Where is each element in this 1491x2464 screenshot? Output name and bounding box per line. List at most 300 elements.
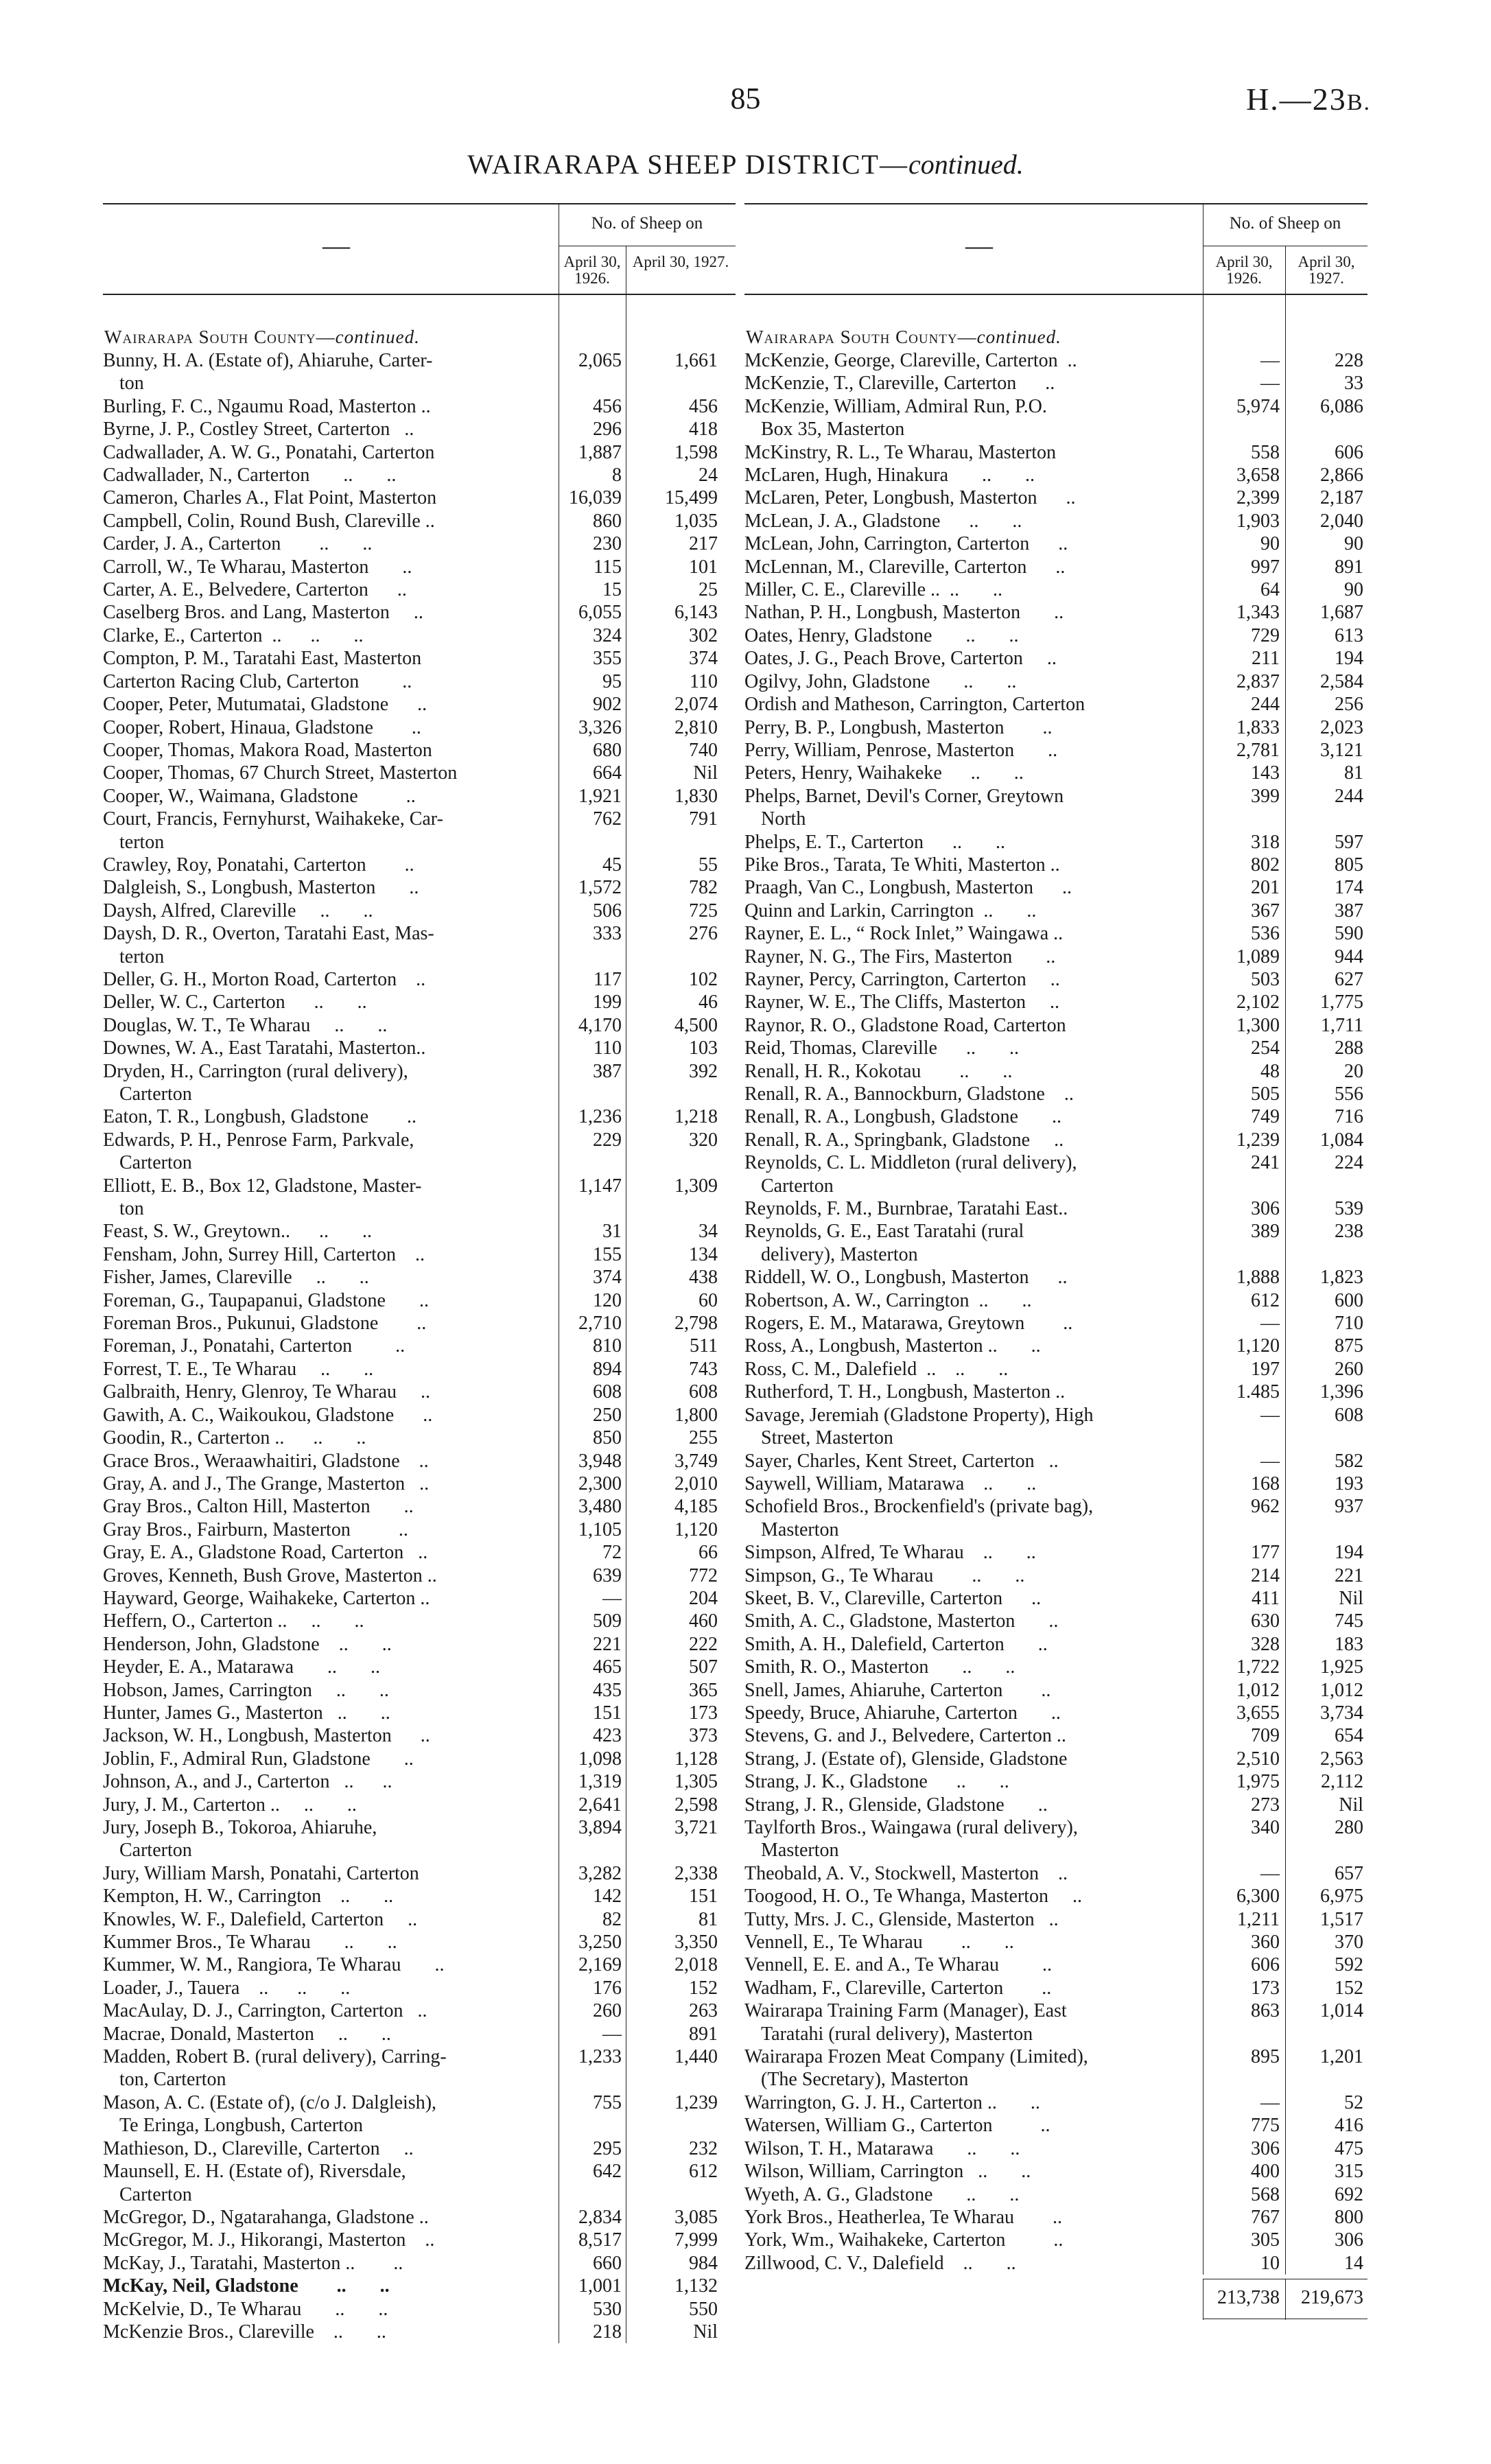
sheep-1926: 10	[1260, 2252, 1280, 2274]
table-row	[744, 1908, 1367, 1931]
sheep-1926: 1,921	[578, 785, 622, 807]
table-row	[744, 2206, 1367, 2229]
owner-name-text: McLaren, Peter, Longbush, Masterton ..	[744, 487, 1076, 509]
sheep-1926: 211	[1252, 648, 1280, 670]
owner-name	[744, 1243, 1210, 1266]
table-row	[744, 1335, 1367, 1357]
sheep-1926: 1,012	[1236, 1679, 1280, 1701]
sheep-1927: 937	[1335, 1496, 1363, 1518]
table-row	[103, 1679, 736, 1702]
sheep-1927: 4,185	[674, 1496, 718, 1518]
table-row	[103, 1151, 736, 1174]
sheep-1927: 800	[1335, 2206, 1363, 2228]
owner-name-text: Burling, F. C., Ngaumu Road, Masterton ..	[103, 395, 431, 417]
sheep-1926: 328	[1251, 1633, 1280, 1655]
sheep-1927: 260	[1335, 1358, 1363, 1380]
sheep-1927: 1,517	[1320, 1908, 1363, 1930]
header-col-1926: April 30, 1926.	[1215, 253, 1273, 287]
table-row	[744, 716, 1367, 739]
sheep-1927: 315	[1335, 2161, 1363, 2183]
owner-name-text: Strang, J. (Estate of), Glenside, Gladstone	[744, 1748, 1068, 1770]
sheep-1926: 660	[593, 2252, 622, 2274]
sheep-1926: 400	[1251, 2161, 1280, 2183]
header-divider	[1285, 246, 1286, 294]
owner-name-text: Caselberg Bros. and Lang, Masterton ..	[103, 602, 423, 624]
owner-name	[103, 1151, 571, 1174]
county-heading	[103, 327, 736, 349]
sheep-1926: 902	[593, 694, 622, 716]
owner-name	[103, 739, 554, 762]
sheep-1926: 509	[593, 1610, 622, 1632]
sheep-1926: 273	[1251, 1794, 1280, 1816]
owner-name	[103, 831, 571, 854]
sheep-1926: 2,169	[578, 1954, 622, 1976]
owner-name-text: Foreman, J., Ponatahi, Carterton ..	[103, 1335, 406, 1357]
owner-name	[744, 1702, 1193, 1724]
sheep-1927: 14	[1344, 2252, 1363, 2274]
total-row	[744, 2279, 1367, 2320]
owner-name	[744, 1564, 1193, 1587]
sheep-1927: 370	[1335, 1932, 1363, 1953]
sheep-1926: 48	[1260, 1060, 1280, 1082]
sheep-1927: 103	[689, 1037, 718, 1059]
owner-name	[744, 2206, 1193, 2229]
sheep-1927: 152	[1335, 1977, 1363, 1999]
sheep-1927: 1,012	[1320, 1679, 1363, 1701]
table-row	[744, 876, 1367, 899]
sheep-1927: 597	[1335, 831, 1363, 853]
owner-name	[103, 808, 554, 830]
owner-name-text: MacAulay, D. J., Carrington, Carterton ..	[103, 2000, 427, 2022]
sheep-1926: 1,887	[578, 441, 622, 463]
sheep-1926: 333	[593, 923, 622, 945]
header-col-1927: April 30, 1927.	[632, 253, 729, 270]
owner-name	[103, 1037, 554, 1059]
total-1926: 213,738	[1217, 2287, 1280, 2309]
owner-name-text: Reynolds, C. L. Middleton (rural delivery),	[744, 1152, 1077, 1174]
owner-name	[744, 464, 1193, 486]
owner-name	[744, 418, 1210, 441]
sheep-1926: 1,343	[1236, 602, 1280, 624]
table-row	[744, 1220, 1367, 1243]
sheep-1926: 3,894	[578, 1817, 622, 1838]
sheep-1927: 102	[689, 968, 718, 990]
sheep-1926: 680	[593, 739, 622, 761]
owner-name-text: Speedy, Bruce, Ahiaruhe, Carterton ..	[744, 1702, 1061, 1724]
owner-name	[103, 1953, 554, 1976]
owner-name	[103, 578, 554, 601]
sheep-1926: 306	[1251, 2137, 1280, 2159]
owner-name	[744, 1518, 1210, 1541]
owner-name-text: ton, Carterton	[119, 2069, 226, 2091]
owner-name	[103, 2321, 554, 2343]
owner-name-text: Wyeth, A. G., Gladstone .. ..	[744, 2183, 1020, 2205]
owner-name-text: Bunny, H. A. (Estate of), Ahiaruhe, Carter-	[103, 350, 433, 371]
table-row	[744, 2229, 1367, 2251]
sheep-1927: 1,084	[1320, 1129, 1363, 1151]
owner-name	[744, 2252, 1193, 2275]
table-header	[744, 203, 1367, 295]
header-dash: —	[965, 230, 993, 261]
sheep-1927: 2,040	[1320, 510, 1363, 532]
sheep-1926: 1,300	[1236, 1014, 1280, 1036]
table-row	[103, 532, 736, 555]
table-row	[103, 1953, 736, 1976]
sheep-1926: 863	[1251, 2000, 1280, 2022]
sheep-1927: 460	[689, 1610, 718, 1632]
sheep-1926: 16,039	[569, 487, 622, 509]
sheep-1927: 151	[689, 1886, 718, 1908]
table-row	[103, 922, 736, 945]
table-row	[744, 1518, 1367, 1541]
sheep-1926: 387	[593, 1060, 622, 1082]
owner-name-text: Tutty, Mrs. J. C., Glenside, Masterton ..	[744, 1908, 1059, 1930]
sheep-1926: 143	[1251, 762, 1280, 784]
table-row	[744, 1037, 1367, 1059]
owner-name	[103, 2023, 554, 2045]
table-row	[744, 601, 1367, 624]
table-row	[103, 1862, 736, 1885]
owner-name-text: Hunter, James G., Masterton .. ..	[103, 1702, 390, 1724]
owner-name-text: Raynor, R. O., Gladstone Road, Carterton	[744, 1014, 1066, 1036]
owner-name-text: McLaren, Hugh, Hinakura .. ..	[744, 465, 1035, 486]
owner-name	[103, 486, 554, 509]
sheep-1926: 1,211	[1237, 1908, 1280, 1930]
owner-name-text: Rayner, Percy, Carrington, Carterton ..	[744, 968, 1060, 990]
owner-name	[103, 785, 554, 808]
owner-name	[744, 1839, 1210, 1862]
sheep-1926: 1,722	[1236, 1656, 1280, 1678]
sheep-1926: 2,510	[1236, 1748, 1280, 1770]
owner-name-text: Maunsell, E. H. (Estate of), Riversdale,	[103, 2161, 406, 2183]
table-row	[103, 2252, 736, 2275]
owner-name	[744, 808, 1210, 830]
sheep-1926: 142	[593, 1886, 622, 1908]
owner-name	[744, 1060, 1193, 1083]
owner-name-text: Te Eringa, Longbush, Carterton	[119, 2115, 363, 2137]
right-table	[744, 203, 1367, 2320]
table-row	[744, 418, 1367, 441]
sheep-1926: 536	[1251, 923, 1280, 945]
table-row	[103, 1656, 736, 1678]
sheep-1927: 1,925	[1320, 1656, 1363, 1678]
sheep-1927: 710	[1335, 1313, 1363, 1335]
column-rule	[1285, 2279, 1286, 2320]
table-row	[103, 876, 736, 899]
owner-name	[744, 1748, 1193, 1770]
sheep-1926: 2,065	[578, 350, 622, 371]
sheep-1926: 115	[594, 556, 622, 578]
table-row	[103, 1748, 736, 1770]
sheep-1926: 1,120	[1236, 1335, 1280, 1357]
owner-name-text: Rogers, E. M., Matarawa, Greytown ..	[744, 1313, 1073, 1335]
sheep-1926: 8,517	[578, 2229, 622, 2251]
owner-name	[744, 1999, 1193, 2022]
sheep-1926: 197	[1251, 1358, 1280, 1380]
table-row	[744, 624, 1367, 647]
owner-name-text: Gray Bros., Calton Hill, Masterton ..	[103, 1496, 414, 1518]
sheep-1926: 997	[1251, 556, 1280, 578]
owner-name-text: Kempton, H. W., Carrington .. ..	[103, 1886, 394, 1908]
table-row	[103, 1289, 736, 1312]
table-row	[744, 1450, 1367, 1472]
table-row	[103, 1885, 736, 1908]
owner-name	[744, 1885, 1193, 1908]
owner-name	[744, 900, 1193, 922]
owner-name	[744, 578, 1193, 601]
owner-name	[744, 1220, 1193, 1243]
owner-name-text: Savage, Jeremiah (Gladstone Property), High	[744, 1404, 1094, 1426]
table-row	[744, 2045, 1367, 2068]
sheep-1927: 1,396	[1320, 1381, 1363, 1403]
owner-name	[744, 510, 1193, 532]
owner-name	[103, 2091, 554, 2114]
sheep-1926: —	[1260, 350, 1280, 371]
sheep-1927: 2,187	[1320, 487, 1363, 509]
owner-name	[103, 2252, 554, 2275]
owner-name-text: Reid, Thomas, Clareville .. ..	[744, 1037, 1019, 1059]
table-body	[103, 295, 736, 2343]
document-reference: H.—23B.	[1246, 82, 1371, 117]
owner-name	[103, 647, 554, 670]
owner-name	[103, 1816, 554, 1839]
sheep-1926: 340	[1251, 1817, 1280, 1838]
sheep-1927: 1,014	[1320, 2000, 1363, 2022]
header-col-1926: April 30, 1926.	[563, 253, 621, 287]
owner-name	[744, 1335, 1193, 1357]
owner-name-text: Simpson, Alfred, Te Wharau .. ..	[744, 1542, 1036, 1564]
sheep-1927: 2,018	[674, 1954, 718, 1976]
sheep-1926: 2,710	[578, 1313, 622, 1335]
owner-name-text: Byrne, J. P., Costley Street, Carterton ..	[103, 419, 414, 441]
owner-name-text: McKenzie, George, Clareville, Carterton ..	[744, 350, 1077, 371]
owner-name	[103, 1450, 554, 1472]
owner-name	[103, 349, 554, 372]
table-row	[103, 624, 736, 647]
owner-name	[744, 1450, 1193, 1472]
sheep-1926: 177	[1251, 1542, 1280, 1564]
sheep-1927: 1,309	[674, 1175, 718, 1197]
sheep-1926: 31	[602, 1221, 622, 1243]
sheep-1927: 7,999	[674, 2229, 718, 2251]
table-row	[103, 1495, 736, 1518]
sheep-1926: 296	[593, 419, 622, 441]
sheep-1927: 2,338	[674, 1862, 718, 1884]
owner-name	[103, 395, 554, 418]
owner-name	[744, 1541, 1193, 1564]
owner-name-text: Eaton, T. R., Longbush, Gladstone ..	[103, 1106, 417, 1128]
sheep-1926: 318	[1251, 831, 1280, 853]
sheep-1926: 1,098	[578, 1748, 622, 1770]
owner-name	[103, 1748, 554, 1770]
sheep-1926: 176	[593, 1977, 622, 1999]
owner-name	[744, 922, 1193, 945]
sheep-1927: 193	[1335, 1472, 1363, 1494]
sheep-1927: 6,086	[1320, 395, 1363, 417]
county-continued: continued.	[335, 327, 420, 347]
table-row	[744, 1427, 1367, 1449]
sheep-1926: 456	[593, 395, 622, 417]
sheep-1927: 600	[1335, 1289, 1363, 1311]
owner-name	[744, 1404, 1193, 1427]
owner-name-text: terton	[119, 946, 165, 967]
owner-name	[103, 670, 554, 693]
owner-name	[103, 556, 554, 578]
owner-name	[744, 1610, 1193, 1632]
owner-name	[744, 1679, 1193, 1702]
table-row	[744, 900, 1367, 922]
owner-name	[103, 1243, 554, 1266]
sheep-1926: —	[1260, 1450, 1280, 1472]
table-row	[744, 1862, 1367, 1885]
owner-name	[744, 2183, 1193, 2206]
sheep-1926: 5,974	[1236, 395, 1280, 417]
sheep-1926: 729	[1251, 624, 1280, 646]
sheep-1926: 221	[593, 1633, 622, 1655]
owner-name	[103, 2206, 554, 2229]
owner-name-text: Galbraith, Henry, Glenroy, Te Wharau ..	[103, 1381, 430, 1403]
sheep-1927: 2,074	[674, 694, 718, 716]
owner-name-text: Kummer, W. M., Rangiora, Te Wharau ..	[103, 1954, 445, 1976]
table-row	[744, 1656, 1367, 1678]
owner-name-text: Gray, A. and J., The Grange, Masterton ..	[103, 1472, 430, 1494]
sheep-1927: 174	[1335, 877, 1363, 899]
table-row	[744, 441, 1367, 464]
sheep-1926: 110	[594, 1037, 622, 1059]
sheep-1927: 244	[1335, 785, 1363, 807]
table-row	[103, 2045, 736, 2068]
sheep-1926: 95	[602, 670, 622, 692]
county-name: Wairarapa South County—	[746, 327, 977, 347]
owner-name	[744, 1037, 1193, 1059]
table-row	[744, 1472, 1367, 1495]
table-row	[103, 1518, 736, 1541]
header-group-label: No. of Sheep on	[591, 214, 703, 233]
table-row	[744, 762, 1367, 784]
sheep-1927: 90	[1344, 533, 1363, 555]
owner-name-text: McKelvie, D., Te Wharau .. ..	[103, 2298, 388, 2320]
table-row	[744, 1541, 1367, 1564]
owner-name-text: Foreman Bros., Pukunui, Gladstone ..	[103, 1313, 427, 1335]
table-row	[744, 1885, 1367, 1908]
owner-name	[744, 693, 1193, 716]
sheep-1926: 1,572	[578, 877, 622, 899]
table-row	[103, 1977, 736, 1999]
owner-name-text: Wairarapa Frozen Meat Company (Limited),	[744, 2046, 1088, 2068]
owner-name-text: Riddell, W. O., Longbush, Masterton ..	[744, 1267, 1068, 1289]
owner-name-text: Miller, C. E., Clareville .. .. ..	[744, 579, 1003, 601]
owner-name	[103, 1197, 571, 1220]
sheep-1926: 229	[593, 1129, 622, 1151]
owner-name-text: McKenzie Bros., Clareville .. ..	[103, 2321, 386, 2343]
owner-name-text: Gray, E. A., Gladstone Road, Carterton ..	[103, 1542, 428, 1564]
owner-name	[103, 1679, 554, 1702]
owner-name-text: Oates, J. G., Peach Brove, Carterton ..	[744, 648, 1057, 670]
table-row	[103, 1999, 736, 2022]
sheep-1927: 224	[1335, 1152, 1363, 1174]
table-row	[744, 2068, 1367, 2091]
owner-name-text: Crawley, Roy, Ponatahi, Carterton ..	[103, 854, 414, 876]
owner-name	[744, 739, 1193, 762]
sheep-1927: 256	[1335, 694, 1363, 716]
owner-name-text: ton	[119, 1198, 144, 1220]
owner-name	[744, 1289, 1193, 1312]
owner-name-text: Pike Bros., Tarata, Te Whiti, Masterton ..	[744, 854, 1060, 876]
table-row	[744, 854, 1367, 876]
table-row	[744, 1197, 1367, 1220]
table-row	[744, 2091, 1367, 2114]
table-row	[744, 1289, 1367, 1312]
table-row	[744, 1839, 1367, 1862]
owner-name-text: Fisher, James, Clareville .. ..	[103, 1267, 369, 1289]
table-row	[103, 854, 736, 876]
owner-name-text: Snell, James, Ahiaruhe, Carterton ..	[744, 1679, 1051, 1701]
owner-name-text: McKenzie, T., Clareville, Carterton ..	[744, 373, 1055, 395]
owner-name-text: Ross, C. M., Dalefield .. .. ..	[744, 1358, 1009, 1380]
table-row	[103, 2091, 736, 2114]
table-row	[103, 693, 736, 716]
sheep-1927: 716	[1335, 1106, 1363, 1128]
owner-name-text: Rayner, N. G., The Firs, Masterton ..	[744, 946, 1056, 967]
table-row	[103, 2160, 736, 2183]
table-row	[744, 464, 1367, 486]
owner-name-text: Carterton	[119, 1152, 192, 1174]
sheep-1927: 984	[689, 2252, 718, 2274]
owner-name-text: Perry, William, Penrose, Masterton ..	[744, 739, 1058, 761]
sheep-1927: 550	[689, 2298, 718, 2320]
table-row	[103, 1794, 736, 1816]
owner-name-text: Cooper, Thomas, 67 Church Street, Masterton	[103, 762, 458, 784]
table-row	[744, 1083, 1367, 1105]
table-row	[744, 1129, 1367, 1151]
owner-name	[103, 1427, 554, 1449]
owner-name	[103, 1129, 554, 1151]
sheep-1926: 2,837	[1236, 670, 1280, 692]
table-body	[744, 295, 1367, 2275]
owner-name	[103, 372, 571, 395]
table-row	[744, 1702, 1367, 1724]
table-row	[744, 1243, 1367, 1266]
owner-name	[103, 1931, 554, 1953]
table-row	[744, 2252, 1367, 2275]
owner-name	[744, 785, 1193, 808]
table-row	[103, 1587, 736, 1610]
table-row	[103, 762, 736, 784]
owner-name-text: Clarke, E., Carterton .. .. ..	[103, 624, 364, 646]
sheep-1926: 367	[1251, 900, 1280, 922]
table-row	[103, 1610, 736, 1632]
table-row	[103, 831, 736, 854]
sheep-1926: 45	[602, 854, 622, 876]
sheep-1926: 630	[1251, 1610, 1280, 1632]
owner-name	[103, 1541, 554, 1564]
owner-name	[103, 624, 554, 647]
owner-name-text: Daysh, D. R., Overton, Taratahi East, Mas-	[103, 923, 434, 945]
owner-name	[744, 1633, 1193, 1656]
table-row	[744, 1794, 1367, 1816]
owner-name-text: Stevens, G. and J., Belvedere, Carterton ..	[744, 1725, 1066, 1747]
owner-name	[744, 2068, 1210, 2091]
table-row	[103, 1335, 736, 1357]
sheep-1927: 456	[689, 395, 718, 417]
sheep-1927: 3,734	[1320, 1702, 1363, 1724]
sheep-1926: 1,833	[1236, 716, 1280, 738]
owner-name-text: Renall, R. A., Longbush, Gladstone ..	[744, 1106, 1061, 1128]
owner-name-text: Peters, Henry, Waihakeke .. ..	[744, 762, 1024, 784]
sheep-1926: —	[1260, 2091, 1280, 2113]
table-row	[744, 1816, 1367, 1839]
sheep-1926: 260	[593, 2000, 622, 2022]
